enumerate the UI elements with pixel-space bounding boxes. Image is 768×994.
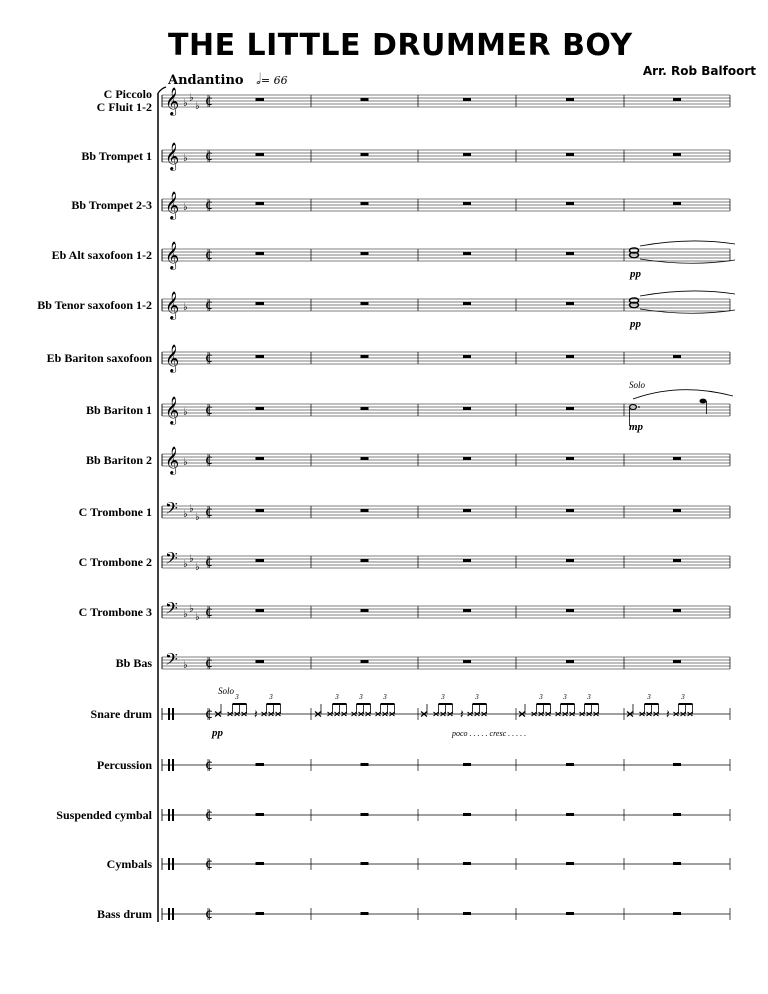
percussion-clef-icon [168,759,170,771]
whole-rest-icon [463,912,471,915]
whole-rest-icon [361,252,369,255]
percussion-clef-icon [168,858,170,870]
whole-rest-icon [566,660,574,663]
triplet-mark: 3 [563,693,567,701]
flat-icon: ♭ [183,153,188,164]
beam-icon [357,703,371,705]
treble-clef-icon: 𝄞 [165,241,180,269]
whole-rest-icon [256,559,264,562]
whole-rest-icon [361,457,369,460]
staff-bb-trompet-1 [162,150,730,162]
cut-time-icon: ¢ [205,298,214,313]
staff-suspended-cymbal [162,809,730,821]
whole-rest-icon [463,252,471,255]
whole-rest-icon [673,813,681,816]
whole-rest-icon [256,912,264,915]
whole-rest-icon [361,302,369,305]
half-note-icon: 𝅗𝅥 [256,70,261,88]
whole-rest-icon [256,813,264,816]
whole-rest-icon [463,862,471,865]
triplet-mark: 3 [647,693,651,701]
percussion-clef-icon [168,809,170,821]
flat-icon: ♭ [189,603,194,615]
whole-rest-icon [463,457,471,460]
whole-rest-icon [256,202,264,205]
instrument-label: Bb Bas [115,655,152,670]
triplet-mark: 3 [539,693,543,701]
whole-rest-icon [566,98,574,101]
whole-rest-icon [361,153,369,156]
whole-rest-icon [361,98,369,101]
cut-time-icon: ¢ [205,403,214,418]
instrument-label: Eb Bariton saxofoon [46,350,152,365]
instrument-label: Bb Bariton 2 [85,452,152,467]
instrument-label: Snare drum [90,706,152,721]
percussion-clef-icon [172,858,174,870]
staff-eb-bariton-saxofoon [162,352,730,364]
whole-rest-icon [566,202,574,205]
cut-time-icon: ¢ [205,857,214,872]
instrument-label: Eb Alt saxofoon 1-2 [51,247,152,262]
dot-icon [638,406,640,408]
cut-time-icon: ¢ [205,707,214,722]
whole-rest-icon [256,862,264,865]
whole-rest-icon [673,153,681,156]
whole-rest-icon [256,609,264,612]
flat-icon: ♭ [195,562,200,573]
whole-rest-icon [566,302,574,305]
whole-rest-icon [673,912,681,915]
whole-rest-icon [566,559,574,562]
solo-text: Solo [218,686,235,696]
tie-icon [640,291,735,296]
flat-icon: ♭ [189,553,194,565]
staff-bb-trompet-2-3 [162,199,730,211]
whole-rest-icon [566,609,574,612]
treble-clef-icon: 𝄞 [165,446,180,474]
whole-rest-icon [463,302,471,305]
instrument-label: C Trombone 3 [78,604,152,619]
staff-c-trombone-1 [162,503,730,518]
triplet-mark: 3 [269,693,273,701]
whole-rest-icon [361,813,369,816]
whole-rest-icon [361,407,369,410]
flat-icon: ♭ [183,559,188,570]
whole-rest-icon [673,355,681,358]
whole-rest-icon [256,660,264,663]
whole-rest-icon [256,457,264,460]
flat-icon: ♭ [195,612,200,623]
whole-rest-icon [256,98,264,101]
staff-eb-alt-saxofoon-1-2 [162,249,730,261]
flat-icon: ♭ [183,407,188,418]
flat-icon: ♭ [183,302,188,313]
treble-clef-icon: 𝄞 [165,344,180,372]
flat-icon: ♭ [183,609,188,620]
staff-bb-bariton-1 [162,404,730,416]
cut-time-icon: ¢ [205,198,214,213]
beam-icon [645,703,659,705]
whole-rest-icon [463,153,471,156]
whole-rest-icon [361,202,369,205]
tempo-value: = 66 [260,74,288,87]
whole-rest-icon [566,763,574,766]
instrument-label: C Piccolo C Fluit 1-2 [96,87,152,114]
whole-rest-icon [463,559,471,562]
bass-clef-icon: 𝄢 [165,548,178,572]
dynamic-pp: pp [630,318,641,330]
whole-rest-icon [361,862,369,865]
bass-clef-icon: 𝄢 [165,649,178,673]
cut-time-icon: ¢ [205,94,214,109]
percussion-clef-icon [172,759,174,771]
whole-rest-icon [256,153,264,156]
staff-c-piccolo-c-fluit-1-2 [162,92,730,107]
whole-rest-icon [566,862,574,865]
staff-percussion [162,759,730,771]
staff-bb-bariton-2 [162,454,730,466]
staff-c-trombone-3 [162,603,730,618]
whole-rest-icon [566,912,574,915]
quarter-rest-icon: 𝄽 [254,707,258,721]
whole-rest-icon [256,407,264,410]
triplet-mark: 3 [587,693,591,701]
flat-icon: ♭ [189,503,194,515]
whole-rest-icon [361,660,369,663]
staff-bb-bas [162,657,730,669]
bass-clef-icon: 𝄢 [165,498,178,522]
staff-bb-tenor-saxofoon-1-2 [162,299,730,311]
bass-clef-icon: 𝄢 [165,598,178,622]
dynamic-mp: mp [629,421,644,433]
quarter-rest-icon: 𝄽 [460,707,464,721]
whole-rest-icon [256,355,264,358]
percussion-clef-icon [172,908,174,920]
instrument-label: Bb Trompet 2-3 [71,197,152,212]
percussion-clef-icon [168,908,170,920]
percussion-clef-icon [172,708,174,720]
beam-icon [679,703,693,705]
flat-icon: ♭ [189,92,194,104]
whole-rest-icon [256,302,264,305]
whole-rest-icon [463,202,471,205]
cut-time-icon: ¢ [205,605,214,620]
whole-rest-icon [256,763,264,766]
staff-cymbals [162,858,730,870]
whole-rest-icon [361,912,369,915]
whole-rest-icon [566,355,574,358]
staff-bass-drum [162,908,730,920]
beam-icon [333,703,347,705]
quarter-rest-icon: 𝄽 [666,707,670,721]
solo-text: Solo [629,380,646,390]
whole-rest-icon [361,355,369,358]
whole-rest-icon [673,509,681,512]
dynamic-pp: pp [212,727,223,739]
flat-icon: ♭ [183,202,188,213]
whole-rest-icon [361,509,369,512]
quarter-note-icon [700,399,707,404]
cut-time-icon: ¢ [205,656,214,671]
arranger-credit: Arr. Rob Balfoort [642,64,756,78]
beam-icon [267,703,281,705]
whole-rest-icon [566,153,574,156]
whole-rest-icon [566,252,574,255]
whole-rest-icon [673,202,681,205]
tempo-word: Andantino [168,73,244,88]
whole-rest-icon [566,457,574,460]
whole-rest-icon [566,407,574,410]
treble-clef-icon: 𝄞 [165,87,180,115]
cut-time-icon: ¢ [205,555,214,570]
triplet-mark: 3 [359,693,363,701]
beam-icon [439,703,453,705]
flat-icon: ♭ [183,509,188,520]
score-title: THE LITTLE DRUMMER BOY [168,28,633,63]
whole-rest-icon [463,98,471,101]
triplet-mark: 3 [383,693,387,701]
whole-rest-icon [463,509,471,512]
instrument-label: Percussion [96,757,152,772]
triplet-mark: 3 [441,693,445,701]
flat-icon: ♭ [195,512,200,523]
whole-rest-icon [566,509,574,512]
triplet-mark: 3 [235,693,239,701]
treble-clef-icon: 𝄞 [165,191,180,219]
whole-rest-icon [673,457,681,460]
flat-icon: ♭ [183,457,188,468]
cut-time-icon: ¢ [205,808,214,823]
beam-icon [381,703,395,705]
whole-rest-icon [673,660,681,663]
whole-rest-icon [566,813,574,816]
cut-time-icon: ¢ [205,907,214,922]
slur-icon [633,390,733,399]
beam-icon [585,703,599,705]
whole-rest-icon [673,763,681,766]
instrument-label: Bass drum [96,906,152,921]
beam-icon [233,703,247,705]
flat-icon: ♭ [195,101,200,112]
tie-icon [640,241,735,246]
cut-time-icon: ¢ [205,351,214,366]
instrument-label: Bb Tenor saxofoon 1-2 [37,297,152,312]
beam-icon [537,703,551,705]
cut-time-icon: ¢ [205,149,214,164]
staff-c-trombone-2 [162,553,730,568]
treble-clef-icon: 𝄞 [165,142,180,170]
whole-rest-icon [673,559,681,562]
whole-rest-icon [673,98,681,101]
instrument-label: Bb Trompet 1 [81,148,152,163]
instrument-label: Suspended cymbal [56,807,152,822]
triplet-mark: 3 [335,693,339,701]
whole-rest-icon [361,763,369,766]
cut-time-icon: ¢ [205,758,214,773]
whole-rest-icon [673,862,681,865]
instrument-label: Bb Bariton 1 [85,402,152,417]
whole-rest-icon [463,407,471,410]
whole-rest-icon [361,609,369,612]
percussion-clef-icon [168,708,170,720]
cut-time-icon: ¢ [205,248,214,263]
cut-time-icon: ¢ [205,453,214,468]
whole-rest-icon [361,559,369,562]
whole-rest-icon [463,355,471,358]
whole-rest-icon [256,252,264,255]
instrument-label: C Trombone 1 [78,504,152,519]
triplet-mark: 3 [681,693,685,701]
flat-icon: ♭ [183,98,188,109]
cut-time-icon: ¢ [205,505,214,520]
instrument-label: C Trombone 2 [78,554,152,569]
treble-clef-icon: 𝄞 [165,291,180,319]
whole-rest-icon [463,609,471,612]
whole-rest-icon [673,609,681,612]
dynamic-pp: pp [630,268,641,280]
treble-clef-icon: 𝄞 [165,396,180,424]
beam-icon [561,703,575,705]
flat-icon: ♭ [183,660,188,671]
cresc-text: poco . . . . . cresc . . . . . [452,729,527,738]
beam-icon [473,703,487,705]
whole-rest-icon [256,509,264,512]
triplet-mark: 3 [475,693,479,701]
whole-rest-icon [463,763,471,766]
instrument-label: Cymbals [106,856,152,871]
whole-rest-icon [463,813,471,816]
percussion-clef-icon [172,809,174,821]
whole-rest-icon [463,660,471,663]
